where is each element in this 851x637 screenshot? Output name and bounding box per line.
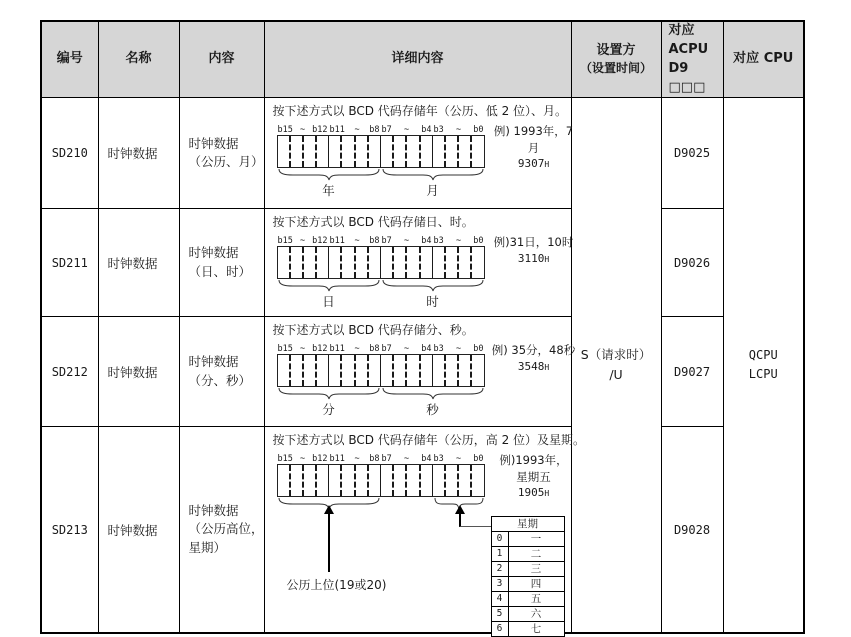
weekday-header: 星期 xyxy=(491,517,564,532)
bit-label: b8 xyxy=(369,343,380,354)
detail-description: 按下述方式以 BCD 代码存储年（公历、低 2 位）、月。 xyxy=(272,104,568,119)
example-text: 例) 1993年，7月 xyxy=(493,123,574,155)
bit-labels xyxy=(277,344,485,354)
weekday-code: 1 xyxy=(491,547,508,562)
byte-label-high: 年 xyxy=(322,183,335,199)
arrow-line xyxy=(328,510,330,572)
header-col-acpu xyxy=(661,21,723,98)
header-row xyxy=(41,21,804,98)
bit-label: b12 xyxy=(312,124,328,135)
byte-label-low: 时 xyxy=(426,294,439,310)
connector-line xyxy=(459,513,493,527)
byte-label-high: 分 xyxy=(322,402,335,418)
tilde: ~ xyxy=(354,235,360,246)
byte-label-low: 秒 xyxy=(426,402,439,418)
tilde: ~ xyxy=(455,124,462,135)
tilde: ~ xyxy=(455,453,462,464)
header-col-acpu-line2: D9 □□□ xyxy=(668,60,706,95)
example-hex xyxy=(489,485,579,501)
header-col-detail-label: 详细内容 xyxy=(391,51,444,67)
tilde: ~ xyxy=(299,343,306,354)
example-hex xyxy=(489,156,579,172)
header-col-setby-line1: 设置方 xyxy=(596,42,636,58)
content-line1: 时钟数据 xyxy=(188,245,239,261)
bit-label: b11 xyxy=(329,453,345,464)
bit-label: b3 xyxy=(433,343,444,354)
bit-box xyxy=(277,246,485,279)
cpu-line1: QCPU xyxy=(748,348,778,363)
register-content xyxy=(179,209,264,317)
header-col-setby xyxy=(571,21,661,98)
bit-label: b11 xyxy=(329,235,345,246)
weekday-row xyxy=(491,622,564,637)
content-line1: 时钟数据 xyxy=(188,135,239,151)
tilde: ~ xyxy=(299,124,306,135)
acpu-d9-value: D9025 xyxy=(661,98,723,209)
header-col-detail xyxy=(264,21,571,98)
acpu-d9-value: D9027 xyxy=(661,317,723,427)
table-row-sd210 xyxy=(41,98,804,209)
tilde: ~ xyxy=(299,235,306,246)
bit-label: b0 xyxy=(473,453,484,464)
tilde: ~ xyxy=(403,235,410,246)
register-id: SD211 xyxy=(41,209,98,317)
table-row-sd211 xyxy=(41,209,804,317)
register-name: 时钟数据 xyxy=(98,209,179,317)
header-col-id-label: 编号 xyxy=(56,51,83,67)
annotation-area xyxy=(273,510,572,635)
tilde: ~ xyxy=(299,453,306,464)
bit-label: b12 xyxy=(312,343,328,354)
bit-label: b8 xyxy=(369,453,380,464)
byte-labels xyxy=(277,181,485,199)
weekday-code: 0 xyxy=(491,532,508,547)
hex-suffix: H xyxy=(544,489,550,499)
bit-diagram-sd210 xyxy=(273,125,572,199)
header-col-id xyxy=(41,21,98,98)
hex-suffix: H xyxy=(544,362,550,372)
content-line2: （分、秒） xyxy=(188,372,252,388)
header-col-cpu xyxy=(723,21,804,98)
bit-label: b7 xyxy=(381,124,392,135)
table-row-sd212 xyxy=(41,317,804,427)
underbraces xyxy=(277,387,485,400)
example-block xyxy=(489,342,579,375)
example-text: 例)31日，10时 xyxy=(493,234,574,249)
content-line1: 时钟数据 xyxy=(188,354,239,370)
tilde: ~ xyxy=(455,235,462,246)
header-col-cpu-label: 对应 CPU xyxy=(733,51,794,67)
bit-diagram-sd212 xyxy=(273,342,576,418)
weekday-code: 4 xyxy=(491,592,508,607)
underbraces xyxy=(277,279,485,292)
byte-labels xyxy=(277,292,485,310)
hex-suffix: H xyxy=(544,254,550,264)
weekday-code: 3 xyxy=(491,577,508,592)
bit-diagram-sd211 xyxy=(273,236,572,310)
bit-label: b7 xyxy=(381,343,392,354)
bit-label: b8 xyxy=(369,235,380,246)
bit-label: b12 xyxy=(312,235,328,246)
bit-label: b11 xyxy=(329,343,345,354)
byte-label-low: 月 xyxy=(426,183,439,199)
detail-cell-sd212 xyxy=(264,317,576,427)
acpu-d9-value: D9028 xyxy=(661,427,723,633)
set-by-line1: S（请求时） xyxy=(580,347,652,363)
content-line2: （公历、月） xyxy=(188,154,264,170)
register-id: SD212 xyxy=(41,317,98,427)
underbraces xyxy=(277,168,485,181)
bit-labels xyxy=(277,125,485,135)
hex-value: 3110 xyxy=(517,251,545,265)
weekday-table xyxy=(491,516,565,637)
weekday-code: 2 xyxy=(491,562,508,577)
register-table xyxy=(40,20,805,634)
weekday-row xyxy=(491,592,564,607)
weekday-value: 四 xyxy=(508,577,564,592)
set-by-cell xyxy=(571,98,661,633)
detail-description: 按下述方式以 BCD 代码存储分、秒。 xyxy=(272,323,474,338)
bit-labels xyxy=(277,236,485,246)
bit-label: b7 xyxy=(381,235,392,246)
example-text: 例)1993年， xyxy=(499,452,568,467)
bit-label: b15 xyxy=(277,235,293,246)
weekday-value: 七 xyxy=(508,622,564,637)
header-col-name-label: 名称 xyxy=(125,51,152,67)
content-line2: （日、时） xyxy=(188,263,252,279)
header-col-acpu-line1: 对应 ACPU xyxy=(668,23,709,57)
detail-cell-sd210 xyxy=(264,98,574,209)
tilde: ~ xyxy=(354,453,360,464)
weekday-value: 三 xyxy=(508,562,564,577)
weekday-value: 五 xyxy=(508,592,564,607)
bit-label: b8 xyxy=(369,124,380,135)
byte-label-high: 日 xyxy=(322,294,335,310)
bit-label: b11 xyxy=(329,124,345,135)
header-col-content-label: 内容 xyxy=(208,51,235,67)
bit-box xyxy=(277,135,485,168)
register-name: 时钟数据 xyxy=(98,317,179,427)
header-col-name xyxy=(98,21,179,98)
detail-description: 按下述方式以 BCD 代码存储年（公历，高 2 位）及星期。 xyxy=(272,433,586,448)
bit-label: b4 xyxy=(421,124,432,135)
weekday-value: 一 xyxy=(508,532,564,547)
tilde: ~ xyxy=(403,124,410,135)
content-line2: （公历高位，星期） xyxy=(188,521,264,556)
bit-box xyxy=(277,464,485,497)
byte-labels xyxy=(277,400,485,418)
bit-label: b0 xyxy=(473,235,484,246)
register-content xyxy=(179,427,264,633)
bit-box xyxy=(277,354,485,387)
register-content xyxy=(179,317,264,427)
bit-label: b0 xyxy=(473,343,484,354)
hex-value: 9307 xyxy=(517,157,545,171)
weekday-value: 二 xyxy=(508,547,564,562)
hex-value: 1905 xyxy=(517,486,545,500)
bit-diagram-sd213 xyxy=(273,452,572,635)
underbraces xyxy=(277,497,485,510)
register-name: 时钟数据 xyxy=(98,98,179,209)
weekday-row xyxy=(491,577,564,592)
century-label: 公历上位(19或20) xyxy=(286,578,387,593)
tilde: ~ xyxy=(354,124,360,135)
cpu-cell xyxy=(723,98,804,633)
bit-label: b3 xyxy=(433,124,444,135)
register-name: 时钟数据 xyxy=(98,427,179,633)
bit-label: b3 xyxy=(433,453,444,464)
tilde: ~ xyxy=(354,343,360,354)
header-col-content xyxy=(179,21,264,98)
acpu-d9-value: D9026 xyxy=(661,209,723,317)
example-hex xyxy=(489,359,579,375)
content-line1: 时钟数据 xyxy=(188,502,239,518)
bit-label: b0 xyxy=(473,124,484,135)
tilde: ~ xyxy=(403,343,410,354)
cpu-line2: LCPU xyxy=(748,367,778,382)
bit-label: b4 xyxy=(421,343,432,354)
weekday-row xyxy=(491,547,564,562)
detail-cell-sd213 xyxy=(264,427,586,635)
weekday-code: 5 xyxy=(491,607,508,622)
register-id: SD210 xyxy=(41,98,98,209)
example-block xyxy=(489,123,579,172)
example-block xyxy=(489,234,579,267)
bit-label: b12 xyxy=(312,453,328,464)
bit-label: b3 xyxy=(433,235,444,246)
set-by-line2: /U xyxy=(609,367,623,383)
hex-value: 3548 xyxy=(517,359,545,373)
register-content xyxy=(179,98,264,209)
bit-label: b15 xyxy=(277,453,293,464)
bit-label: b4 xyxy=(421,453,432,464)
detail-cell-sd211 xyxy=(264,209,574,317)
weekday-row xyxy=(491,562,564,577)
weekday-row xyxy=(491,607,564,622)
weekday-code: 6 xyxy=(491,622,508,637)
tilde: ~ xyxy=(403,453,410,464)
weekday-row xyxy=(491,532,564,547)
bit-labels xyxy=(277,454,485,464)
weekday-value: 六 xyxy=(508,607,564,622)
bit-label: b15 xyxy=(277,343,293,354)
example-text-line2: 星期五 xyxy=(516,469,551,484)
hex-suffix: H xyxy=(544,160,550,170)
example-text: 例) 35分，48秒 xyxy=(491,342,576,357)
header-col-setby-line2: （设置时间） xyxy=(579,61,652,76)
example-hex xyxy=(489,251,579,267)
tilde: ~ xyxy=(455,343,462,354)
example-block xyxy=(489,452,579,501)
detail-description: 按下述方式以 BCD 代码存储日、时。 xyxy=(272,215,474,230)
bit-label: b15 xyxy=(277,124,293,135)
register-id: SD213 xyxy=(41,427,98,633)
table-row-sd213 xyxy=(41,427,804,633)
bit-label: b7 xyxy=(381,453,392,464)
bit-label: b4 xyxy=(421,235,432,246)
